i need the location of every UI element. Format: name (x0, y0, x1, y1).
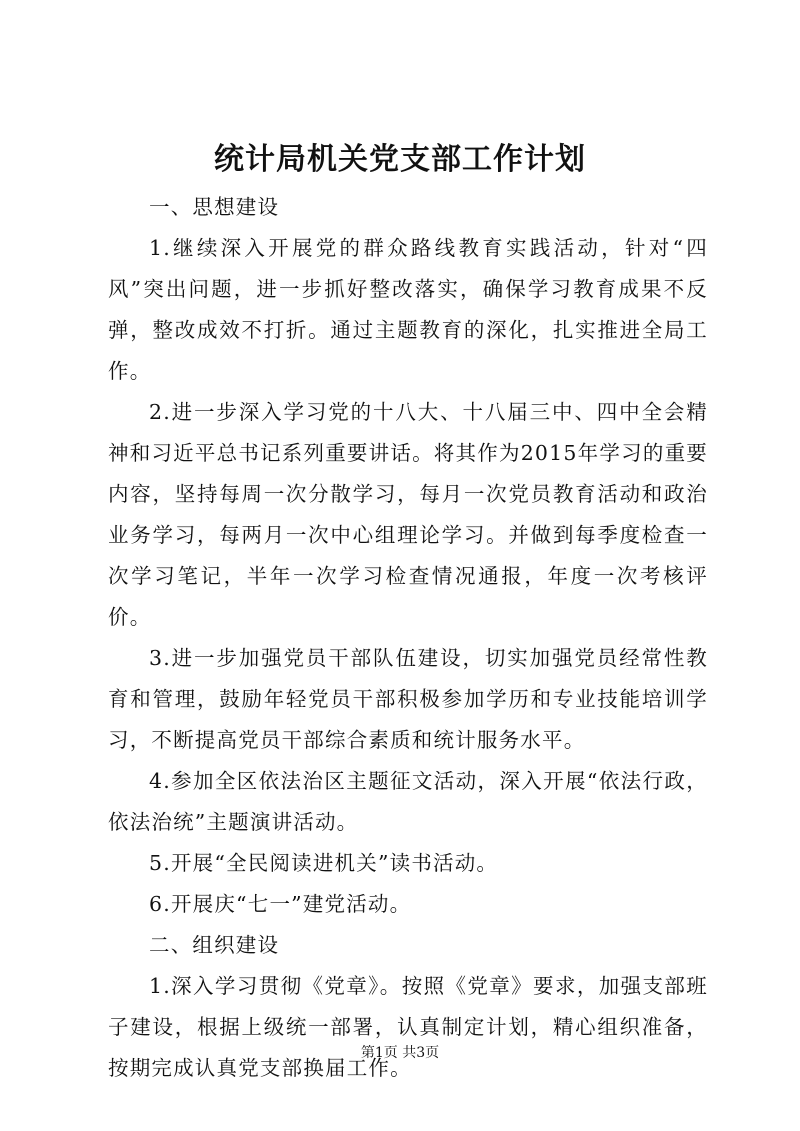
paragraph-ideology-1: 1.继续深入开展党的群众路线教育实践活动，针对“四风”突出问题，进一步抓好整改落实，确保学习教育成果不反弹，整改成效不打折。通过主题教育的深化，扎实推进全局工作。 (108, 236, 708, 383)
paragraph-ideology-4: 4.参加全区依法治区主题征文活动，深入开展“依法行政，依法治统”主题演讲活动。 (108, 769, 708, 834)
section-heading-organization: 二、组织建设 (149, 933, 280, 957)
page-number: 第1页 共3页 (360, 1045, 440, 1061)
paragraph-organization-1: 1.深入学习贯彻《党章》。按照《党章》要求，加强支部班子建设，根据上级统一部署，认真制定计划，精心组织准备，按期完成认真党支部换届工作。 (108, 974, 708, 1080)
section-heading-ideology: 一、思想建设 (149, 195, 280, 219)
paragraph-ideology-3: 3.进一步加强党员干部队伍建设，切实加强党员经常性教育和管理，鼓励年轻党员干部积极参加学历和专业技能培训学习，不断提高党员干部综合素质和统计服务水平。 (108, 646, 708, 752)
paragraph-ideology-2: 2.进一步深入学习党的十八大、十八届三中、四中全会精神和习近平总书记系列重要讲话。将其作为2015年学习的重要内容，坚持每周一次分散学习，每月一次党员教育活动和政治业务学习，每两月一次中心组理论学习。并做到每季度检查一次学习笔记，半年一次学习检查情况通报，年度一次考核评价。 (108, 400, 708, 629)
document-title: 统计局机关党支部工作计划 (214, 142, 586, 177)
document-body (108, 187, 708, 1089)
paragraph-ideology-5: 5.开展“全民阅读进机关”读书活动。 (149, 851, 499, 875)
paragraph-ideology-6: 6.开展庆“七一”建党活动。 (149, 892, 412, 916)
